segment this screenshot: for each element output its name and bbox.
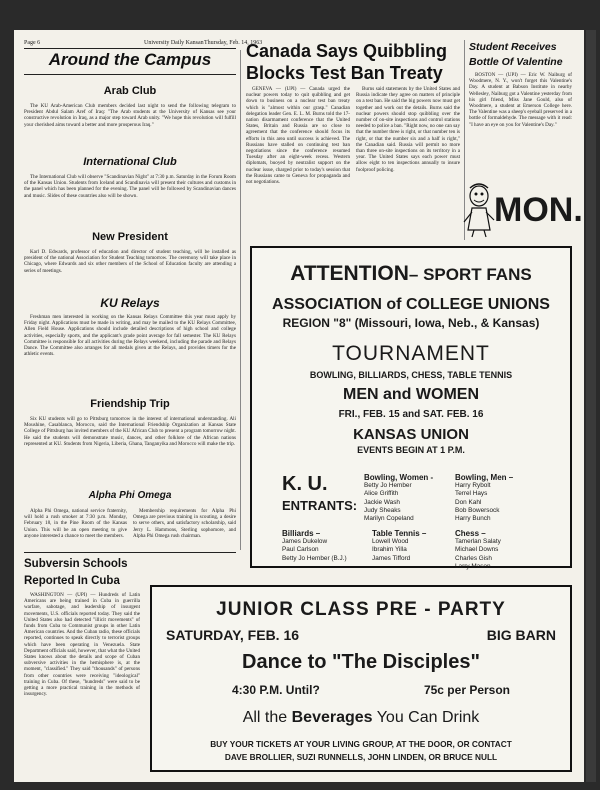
cuba-headline: Subversin Schools Reported In Cuba — [24, 558, 128, 587]
party-venue: BIG BARN — [486, 627, 556, 643]
newspaper-page — [14, 30, 584, 782]
ad-tournament: TOURNAMENT — [332, 342, 490, 365]
party-beverages — [152, 709, 570, 727]
party-dance: Dance to "The Disciples" — [242, 651, 480, 673]
billiards-label: Billiards – — [282, 529, 321, 538]
paper-name: University Daily Kansan — [144, 40, 204, 46]
mon-promo: MON. — [494, 191, 583, 229]
valentine-headline: Student Receives Bottle Of Valentine — [469, 41, 563, 68]
table-tennis-label: Table Tennis – — [372, 529, 427, 538]
entrant: James Tifford — [372, 554, 411, 562]
bev-word: Beverages — [291, 709, 373, 726]
intl-club-title: International Club — [83, 156, 177, 168]
entrant: Harry Bunch — [455, 515, 491, 523]
entrant: Marilyn Copeland — [364, 515, 414, 523]
ad-association: ASSOCIATION of COLLEGE UNIONS — [272, 296, 550, 313]
entrant: Charles Gish — [455, 554, 492, 562]
entrant: Bob Bowersock — [455, 506, 500, 514]
party-time: 4:30 P.M. Until? — [232, 683, 320, 697]
billiards-block — [282, 530, 347, 563]
canada-text-col1: GENEVA — (UPI) — Canada urged the nuclear powers today to quit quibbling and get down to business on a nuclear test ban treaty which is "almost within our grasp." Canadian delegation leader Gen. E. L. M. Burns told the 17-nation disarmament conference that the United States, Britain and Russia are so close to agreement that the conference should focus its efforts in this area until success is achieved. The Russians have stalled on continuing test ban negotiations since the conference resumed Tuesday after an eight-week recess. Western diplomats, buoyed by neutralist support on the nuclear issue, charged prior to today's session that the Russians came to Geneva for propaganda and not negotiations. — [246, 86, 350, 186]
ad-region: REGION "8" (Missouri, Iowa, Neb., & Kansas) — [282, 316, 540, 330]
cartoon-figure-illustration — [460, 182, 498, 238]
entrant: Don Kahl — [455, 498, 482, 506]
ku-relays-title: KU Relays — [100, 296, 160, 310]
ad-dates: FRI., FEB. 15 and SAT. FEB. 16 — [338, 409, 484, 420]
ad-ku: K. U. — [282, 473, 328, 495]
entrant: Tamerlan Salaty — [455, 538, 501, 546]
entrant: Betty Jo Hember — [364, 482, 412, 490]
new-president-text: Karl D. Edwards, professor of education and director of student teaching, will be installed as president of the national Association for Student Teaching tomorrow. The ceremony will take place in Chicago, where Edwards and six other members of the School of Education faculty are attending a series of meetings. — [24, 249, 236, 274]
apo-title: Alpha Phi Omega — [88, 490, 172, 501]
arab-club-text: The KU Arab-American Club members decided last night to send the following telegram to President Abdul Salam Aref of Iraq: "The Arab students at the University of Kansas see your constructive revolution in Iraq, as a major step toward Arab unity. "We hope this revolution will fulfill your cherished aims toward a better and more prosperous Iraq." — [24, 103, 236, 128]
entrant: Judy Sheaks — [364, 506, 401, 514]
entrant: Jackie Wash — [364, 498, 400, 506]
bev-pre: All the — [242, 709, 292, 726]
page-edge-shadow — [586, 30, 596, 782]
sport-fans-ad — [250, 246, 572, 568]
header-rule — [24, 48, 236, 49]
chess-label: Chess – — [455, 529, 486, 538]
entrant: Terrel Hays — [455, 490, 488, 498]
party-date: SATURDAY, FEB. 16 — [166, 627, 300, 643]
column-divider — [240, 50, 241, 550]
party-title: JUNIOR CLASS PRE - PARTY — [216, 599, 506, 620]
valentine-text: BOSTON — (UPI) — Eric W. Naiburg of Woodmere, N. Y., won't forget this Valentine's Day. A student at Babson Institute in nearby Wellesley, Naiburg got a Valentine yesterday from his girl friend, Miss Jane Gould, also of Woodmere, a student at Emerson College here. The Valentine was a sheep's eyeball preserved in a bottle of formaldehyde. The message with it read: "I have an eye on you for Valentine's Day." — [469, 72, 572, 128]
table-tennis-block — [372, 530, 426, 563]
friendship-trip-title: Friendship Trip — [90, 398, 170, 410]
entrant: Michael Downs — [455, 546, 499, 554]
bowling-women-label: Bowling, Women - — [364, 473, 434, 482]
chess-block — [455, 530, 501, 571]
canada-headline: Canada Says Quibbling Blocks Test Ban Treaty — [246, 41, 448, 83]
canada-text-col2: Burns said statements by the United States and Russia indicate they agree on matters of principle on a test ban. He said the big powers now must get together and work out the details. Burns said the nuclear powers should stop quibbling over the number of on-site inspections and control stations needed to police a ban. "Right now, no one can say that the number three is right, or that number ten is right, or that the number six and a half is right," the Canadian said. Russia will permit no more than three on-site inspections on its territory in a year. The United States says each power must allow eight to ten inspections annually to insure foolproof policing. — [356, 86, 460, 173]
entrant: Harry Rybolt — [455, 482, 491, 490]
apo-text-left: Alpha Phi Omega, national service fraternity, will hold a rush smoker at 7:30 p.m. Monday, February 18, in the Pine Room of the Kansas Union. This will be an open meeting to give anyone interested a chance to meet the members. — [24, 508, 127, 539]
bev-post: You Can Drink — [372, 709, 480, 726]
entrant: Alice Griffith — [364, 490, 399, 498]
issue-date: Thursday, Feb. 14, 1963 — [204, 40, 263, 46]
page-number: Page 6 — [24, 40, 41, 46]
ad-games: BOWLING, BILLIARDS, CHESS, TABLE TENNIS — [309, 370, 513, 380]
new-president-title: New President — [92, 231, 168, 243]
bowling-men-block — [455, 474, 513, 523]
ad-place: KANSAS UNION — [353, 426, 469, 443]
bowling-women-block — [364, 474, 433, 523]
bowling-men-label: Bowling, Men – — [455, 473, 514, 482]
ad-entrants: ENTRANTS: — [282, 498, 358, 513]
intl-club-text: The International Club will observe "Scandinavian Night" at 7:30 p.m. Saturday in the Forum Room of the Kansas Union. Students from Iceland and Scandinavia will present their cultures and customs in the panel which has been planned for the evening. The panel will be followed by Scandinavian dances and music. Slides of these countries also will be shown. — [24, 174, 236, 199]
entrant: James Dukelow — [282, 538, 328, 546]
ad-sport-fans: – SPORT FANS — [408, 265, 532, 284]
ad-time: EVENTS BEGIN AT 1 P.M. — [357, 445, 465, 455]
junior-class-ad — [150, 585, 572, 772]
entrant: Ibrahim Yilla — [372, 546, 407, 554]
ad-attention-line — [252, 262, 570, 286]
party-price: 75c per Person — [423, 683, 510, 697]
entrant: Larry Mason — [455, 562, 491, 570]
entrant: Lowell Wood — [372, 538, 409, 546]
party-contacts: DAVE BROLLIER, SUZI RUNNELLS, JOHN LINDEN, OR BRUCE NULL — [224, 752, 498, 762]
cuba-text: WASHINGTON — (UPI) — Hundreds of Latin Americans are being trained in Cuba in guerrilla warfare, sabotage, and leadership of insurgent movements, U.S. officials reported today. They said the United States also had detected "illicit movements" of funds from Cuba to Communist groups in other Latin American countries. And the Cuban radio, these officials reported, continues to speak directly to terrorist groups which have been operating in Venezuela. State Department officials said, however, that what the United States knows about the details and scope of Cuban subversive activities in the hemisphere is, at the moment, "classified." They said "thousands" of persons from other countries were receiving "ideological" training in Cuba. Of these, "hundreds" were said to be getting a more practical training in the methods of insurgency. — [24, 592, 140, 698]
arab-club-title: Arab Club — [103, 85, 157, 97]
apo-text-right: Membership requirements for Alpha Phi Omega are previous training in scouting, a desire to serve others, and satisfactory scholarship, said Jerry L. Hammons, Sterling sophomore, and Alpha Phi Omega rush chairman. — [133, 508, 236, 539]
ad-men-women: MEN and WOMEN — [343, 386, 479, 403]
party-tickets: BUY YOUR TICKETS AT YOUR LIVING GROUP, AT THE DOOR, OR CONTACT — [210, 739, 512, 749]
ad-attention: ATTENTION — [290, 262, 409, 285]
ku-relays-text: Freshman men interested in working on the Kansas Relays Committee this year must apply by Friday night. Applications must be made in writing, and may be mailed to the KU Relays Committee, Allen Field House. Applications should include detailed descriptions of high school and college activities, especially sports, and the applicant's grade point average for fall semester. The KU Relays Committee is responsible for all activities during the Relays weekend, including the parade and Relays Dance. The Committee also arranges for all medals given at the Relays, and provides timers for the athletic events. — [24, 314, 236, 358]
campus-title: Around the Campus — [24, 50, 236, 75]
entrant: Paul Carlson — [282, 546, 319, 554]
campus-bottom-rule — [24, 552, 236, 553]
entrant: Betty Jo Hember (B.J.) — [282, 554, 347, 562]
friendship-trip-text: Six KU students will go to Pittsburg tomorrow in the interest of international understanding. Ali Moushine, Casablanca, Morocco, said the International Friendship Organization at Kansas State College of Pittsburg has invited members of the KU African Club to present a program tomorrow night. He said the students will demonstrate music, dances, and other folklore of the African nations represented at KU. Students from Nigeria, Liberia, Ghana, Tanganyika and Morocco will make the trip. — [24, 416, 236, 447]
